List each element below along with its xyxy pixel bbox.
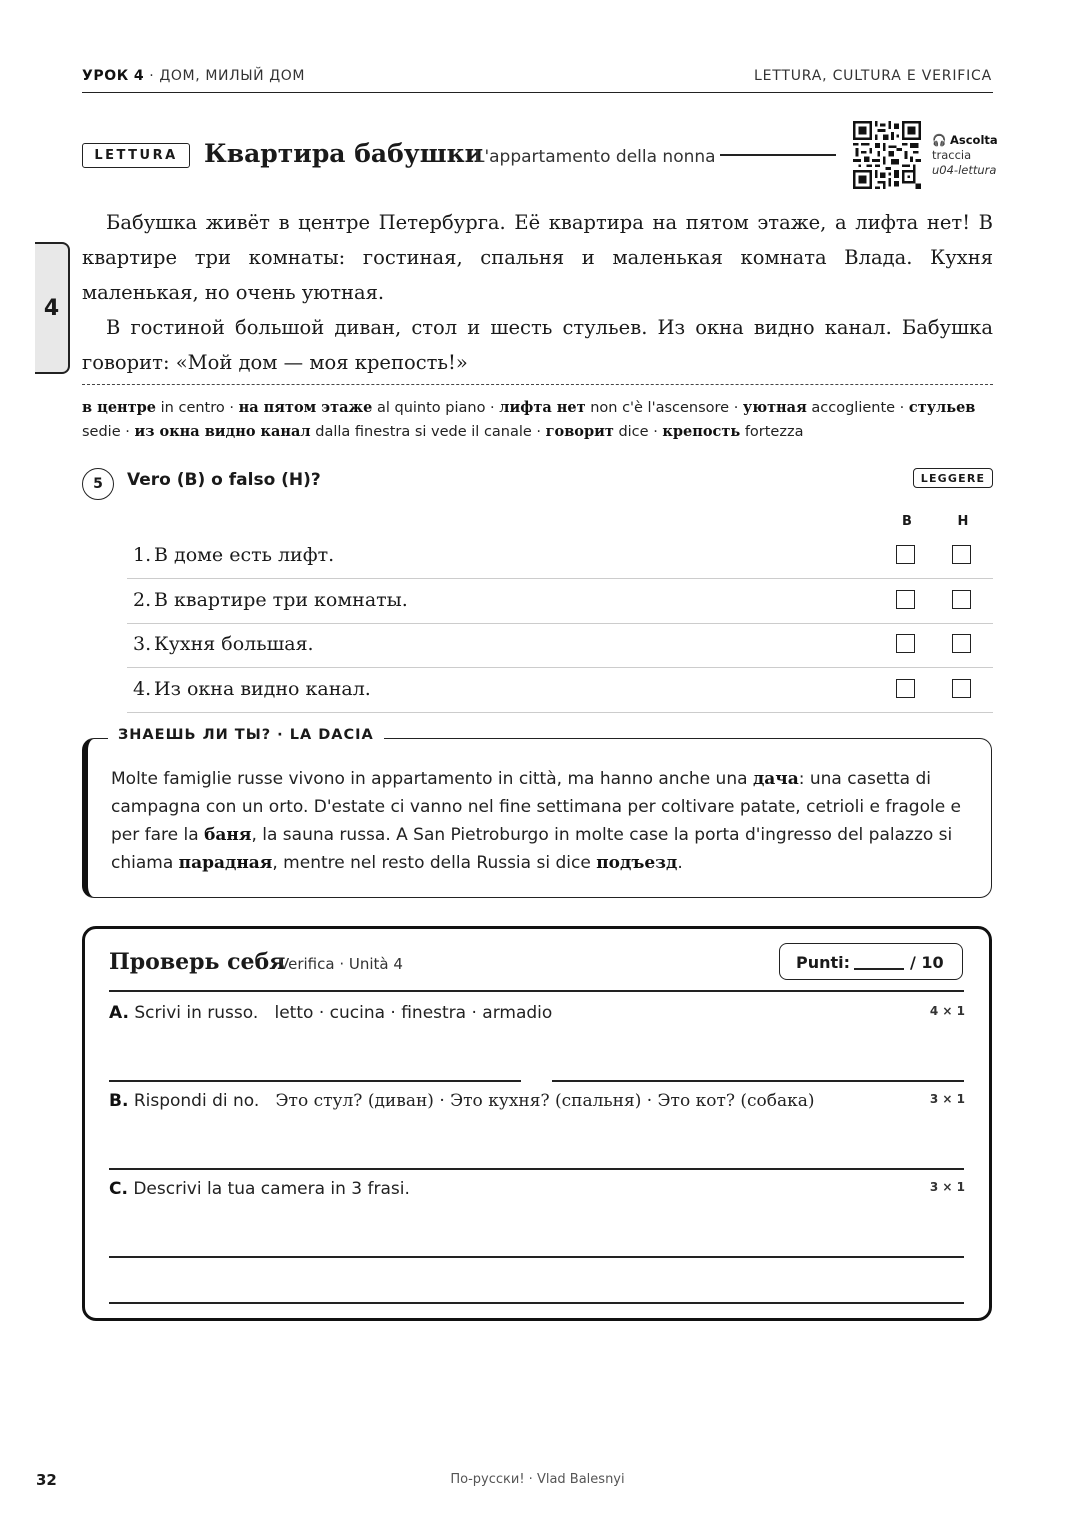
answer-line[interactable] [109, 1168, 964, 1170]
lesson-number: 4 [133, 68, 145, 84]
item-statement: В доме есть лифт. [154, 544, 335, 566]
glossary-divider [82, 384, 993, 385]
lesson-label: УРОК [82, 68, 129, 84]
task-letter: B. [109, 1091, 129, 1111]
culture-keyword: парадная [178, 853, 273, 873]
task-instruction: Rispondi di no. [133, 1091, 260, 1111]
audio-label: Ascolta [949, 133, 998, 147]
gloss-translation: non c'è l'ascensore [590, 400, 730, 416]
gloss-translation: sedie [82, 424, 121, 440]
reading-paragraph: Бабушка живёт в центре Петербурга. Её квартира на пятом этаже, а лифта нет! В квартире три комнаты: гостиная, спальня и маленькая комната Влада. Кухня маленькая, но очень уютная. [82, 211, 993, 304]
footer-credit: По-русски! · Vlad Balesnyi [450, 1472, 625, 1487]
true-checkbox[interactable] [896, 679, 915, 698]
self-check-title: Проверь себя [109, 949, 286, 975]
item-number: 4. [133, 678, 152, 700]
item-statement: В квартире три комнаты. [154, 589, 408, 611]
task-prompt: letto · cucina · finestra · armadio [274, 1003, 553, 1023]
culture-text: Molte famiglie russe vivono in appartamento in città, ma hanno anche una [111, 769, 753, 789]
culture-text: , la sauna russa. A San Pietroburgo in molte case la porta d'ingresso del palazzo si chiama [111, 825, 953, 873]
task-c [109, 1179, 410, 1199]
qr-code-icon[interactable] [853, 121, 921, 189]
answer-line[interactable] [109, 1256, 964, 1258]
lettura-badge: LETTURA [82, 143, 190, 168]
task-instruction: Scrivi in russo. [134, 1003, 259, 1023]
page-number: 32 [36, 1471, 57, 1489]
task-instruction: Descrivi la tua camera in 3 frasi. [133, 1179, 410, 1199]
culture-text: . [677, 853, 683, 873]
true-checkbox[interactable] [896, 545, 915, 564]
points-total: / 10 [910, 953, 944, 972]
self-check-rule [109, 990, 964, 992]
gloss-translation: accogliente [811, 400, 896, 416]
column-true-header: В [902, 514, 912, 529]
exercise-title: Vero (В) o falso (Н)? [127, 470, 321, 490]
reading-paragraph: В гостиной большой диван, стол и шесть стульев. Из окна видно канал. Бабушка говорит: «Мой дом — моя крепость!» [82, 316, 993, 374]
reading-text [82, 205, 993, 380]
false-checkbox[interactable] [952, 634, 971, 653]
false-checkbox[interactable] [952, 590, 971, 609]
true-checkbox[interactable] [896, 634, 915, 653]
points-label: Punti: [796, 953, 851, 972]
skill-badge: LEGGERE [913, 468, 993, 488]
item-statement: Кухня большая. [154, 633, 314, 655]
task-score: 3 × 1 [929, 1092, 965, 1106]
headphones-icon: 🎧 [932, 133, 947, 147]
title-rule [720, 154, 836, 156]
culture-keyword: баня [204, 825, 252, 845]
culture-text: , mentre nel resto della Russia si dice [272, 853, 597, 873]
running-header-section: LETTURA, CULTURA E VERIFICA [754, 68, 992, 84]
gloss-term: в центре [82, 399, 157, 416]
culture-keyword: дача [752, 769, 799, 789]
false-checkbox[interactable] [952, 679, 971, 698]
true-false-row [127, 668, 993, 713]
gloss-term: на пятом этаже [238, 399, 373, 416]
audio-track-info [932, 133, 998, 178]
task-score: 3 × 1 [929, 1180, 965, 1194]
track-label: traccia [932, 148, 972, 162]
gloss-term: крепость [662, 423, 741, 440]
task-a [109, 1003, 552, 1023]
culture-box-text [111, 765, 971, 877]
reading-title: Квартира бабушки [204, 139, 484, 168]
true-false-row [127, 623, 993, 668]
gloss-translation: fortezza [744, 424, 804, 440]
true-checkbox[interactable] [896, 590, 915, 609]
true-false-row [127, 579, 993, 624]
gloss-translation: in centro [160, 400, 225, 416]
reading-subtitle: L'appartamento della nonna [475, 147, 716, 167]
answer-line[interactable] [552, 1080, 964, 1082]
culture-box-label: ЗНАЕШЬ ЛИ ТЫ? · LA DACIA [108, 727, 384, 743]
chapter-tab: 4 [35, 242, 70, 374]
self-check-box [82, 926, 992, 1321]
item-number: 3. [133, 633, 152, 655]
culture-text: : una casetta di campagna con un orto. D'estate ci vanno nel fine settimana per coltivare patate, cetrioli e fragole e per fare la [111, 769, 962, 845]
column-false-header: Н [957, 514, 969, 529]
culture-keyword: подъезд [596, 853, 678, 873]
task-score: 4 × 1 [929, 1004, 965, 1018]
gloss-translation: al quinto piano [376, 400, 486, 416]
track-id: u04-lettura [932, 163, 997, 177]
gloss-term: говорит [545, 423, 614, 440]
lesson-title: · ДОМ, МИЛЫЙ ДОМ [149, 68, 306, 84]
item-number: 1. [133, 544, 152, 566]
points-input-line[interactable] [854, 968, 904, 970]
gloss-translation: dalla finestra si vede il canale [315, 424, 532, 440]
gloss-term: из окна видно канал [134, 423, 311, 440]
gloss-term: уютная [742, 399, 807, 416]
gloss-translation: dice [618, 424, 649, 440]
task-prompt: Это стул? (диван) · Это кухня? (спальня) · Это кот? (собака) [275, 1091, 815, 1111]
task-letter: A. [109, 1003, 129, 1023]
self-check-subtitle: Verifica · Unità 4 [279, 955, 403, 973]
gloss-term: лифта нет [499, 399, 586, 416]
gloss-term: стульев [908, 399, 976, 416]
running-header-lesson [82, 68, 305, 84]
item-statement: Из окна видно канал. [154, 678, 371, 700]
task-letter: C. [109, 1179, 128, 1199]
item-number: 2. [133, 589, 152, 611]
answer-line[interactable] [109, 1302, 964, 1304]
true-false-row [127, 534, 993, 579]
exercise-number: 5 [82, 468, 114, 500]
glossary: в центре in centro · на пятом этаже al quinto piano · лифта нет non c'è l'ascensore · уютная accogliente · стульев sedie · из окна видно канал dalla finestra si vede il canale · говорит dice · крепость fortezza [82, 399, 976, 440]
header-rule [82, 92, 993, 93]
false-checkbox[interactable] [952, 545, 971, 564]
answer-line[interactable] [109, 1080, 521, 1082]
task-b [109, 1091, 815, 1111]
